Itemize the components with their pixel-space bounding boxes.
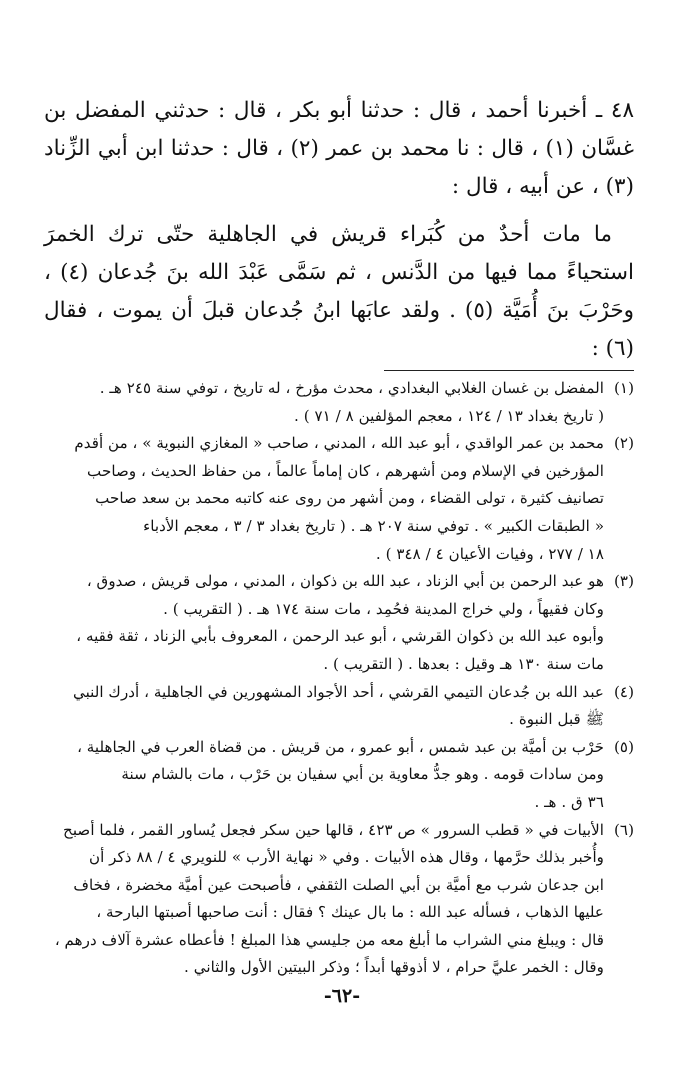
footnote-line: ٣٦ ق . هـ . <box>534 792 604 811</box>
footnotes <box>44 375 634 982</box>
footnote-line: وكان فقيهاً ، ولي خراج المدينة فحُمِد ، مات سنة ١٧٤ هـ . ( التقريب ) . <box>163 599 604 618</box>
footnote-line: مات سنة ١٣٠ هـ وقيل : بعدها . ( التقريب ) . <box>323 654 604 673</box>
footnote-6 <box>44 817 634 983</box>
footnote-number: (٣) <box>613 572 634 591</box>
footnote-line: وأُخبر بذلك حرَّمها ، وقال هذه الأبيات . وفي « نهاية الأرب » للنويري ٤ / ٨٨ ذكر أن <box>88 848 604 867</box>
footnote-line: حَرْب بن أميَّة بن عبد شمس ، أبو عمرو ، من قريش . من قضاة العرب في الجاهلية ، <box>77 737 604 756</box>
footnote-text <box>44 734 604 817</box>
footnote-line: عليها الذهاب ، فسأله عبد الله : ما بال عينك ؟ فقال : أنت صاحبها أصبتها البارحة ، <box>96 903 604 922</box>
footnote-text <box>44 430 604 568</box>
footnote-line: وقال : الخمر عليَّ حرام ، لا أذوقها أبداً ؛ وذكر البيتين الأول والثاني . <box>184 958 604 977</box>
footnote-number: (٥) <box>613 737 634 756</box>
footnote-number: (٦) <box>613 820 634 839</box>
footnote-line: هو عبد الرحمن بن أبي الزناد ، عبد الله بن ذكوان ، المدني ، مولى قريش ، صدوق ، <box>86 572 604 591</box>
footnote-line: « الطبقات الكبير » . توفي سنة ٢٠٧ هـ . ( تاريخ بغداد ٣ / ٣ ، معجم الأدباء <box>143 516 604 535</box>
footnote-text <box>44 679 604 734</box>
footnote-line: تصانيف كثيرة ، تولى القضاء ، ومن أشهر من روى عنه كاتبه محمد بن سعد صاحب <box>95 489 604 508</box>
footnote-3 <box>44 568 634 678</box>
footnote-2 <box>44 430 634 568</box>
footnote-line: ابن جدعان شرب مع أميَّة بن أبي الصلت الثقفي ، فأصبحت عين أميَّة مخضرة ، فخاف <box>73 875 604 894</box>
footnote-line: ١٨ / ٢٧٧ ، وفيات الأعيان ٤ / ٣٤٨ ) . <box>375 544 604 563</box>
footnote-line: ﷺ قبل النبوة . <box>509 710 604 729</box>
footnote-5 <box>44 734 634 817</box>
footnote-line: وأبوه عبد الله بن ذكوان القرشي ، أبو عبد الرحمن ، المعروف بأبي الزناد ، ثقة فقيه ، <box>76 627 604 646</box>
footnote-number: (٢) <box>613 434 634 453</box>
narration-paragraph: ٤٨ ـ أخبرنا أحمد ، قال : حدثنا أبو بكر ، قال : حدثني المفضل بن غسَّان (١) ، قال : نا محمد بن عمر (٢) ، قال : حدثنا ابن أبي الزِّناد (٣) ، عن أبيه ، قال : <box>44 98 635 199</box>
footnote-line: ( تاريخ بغداد ١٣ / ١٢٤ ، معجم المؤلفين ٨ / ٧١ ) . <box>294 406 604 425</box>
footnote-line: المفضل بن غسان الغلابي البغدادي ، محدث مؤرخ ، له تاريخ ، توفي سنة ٢٤٥ هـ . <box>99 379 604 397</box>
footnote-text <box>44 817 604 983</box>
footnote-line: قال : ويبلغ مني الشراب ما أبلغ معه من جليسي هذا المبلغ ! فأعطاه عشرة آلاف درهم ، <box>54 930 604 949</box>
footnote-number: (١) <box>613 379 634 397</box>
footnote-divider <box>384 370 634 371</box>
footnote-number: (٤) <box>613 682 634 701</box>
footnote-line: محمد بن عمر الواقدي ، أبو عبد الله ، المدني ، صاحب « المغازي النبوية » ، من أقدم <box>74 434 604 453</box>
main-text <box>44 92 634 368</box>
footnote-line: ومن سادات قومه . وهو جدُّ معاوية بن أبي سفيان بن حَرْب ، مات بالشام سنة <box>121 765 604 784</box>
footnote-4 <box>44 679 634 734</box>
footnote-1 <box>44 375 634 430</box>
report-paragraph: ما مات أحدٌ من كُبَراء قريش في الجاهلية حتّى ترك الخمرَ استحياءً مما فيها من الدَّنس ، ثم سَمَّى عَبْدَ الله بنَ جُدعان (٤) ، وحَرْبَ بنَ أُمَيَّة (٥) . ولقد عابَها ابنُ جُدعان قبلَ أن يموت ، فقال (٦) : <box>44 222 634 361</box>
footnote-text <box>44 568 604 678</box>
footnote-text <box>44 375 604 430</box>
footnote-line: المؤرخين في الإسلام ومن أشهرهم ، كان إماماً عالماً ، من حفاظ الحديث ، وصاحب <box>87 461 604 480</box>
book-page <box>44 92 634 982</box>
footnote-line: عبد الله بن جُدعان التيمي القرشي ، أحد الأجواد المشهورين في الجاهلية ، أدرك النبي <box>72 682 604 701</box>
footnote-line: الأبيات في « قطب السرور » ص ٤٢٣ ، قالها حين سكر فجعل يُساور القمر ، فلما أصبح <box>63 820 604 839</box>
page-number: -٦٢- <box>323 985 361 1007</box>
